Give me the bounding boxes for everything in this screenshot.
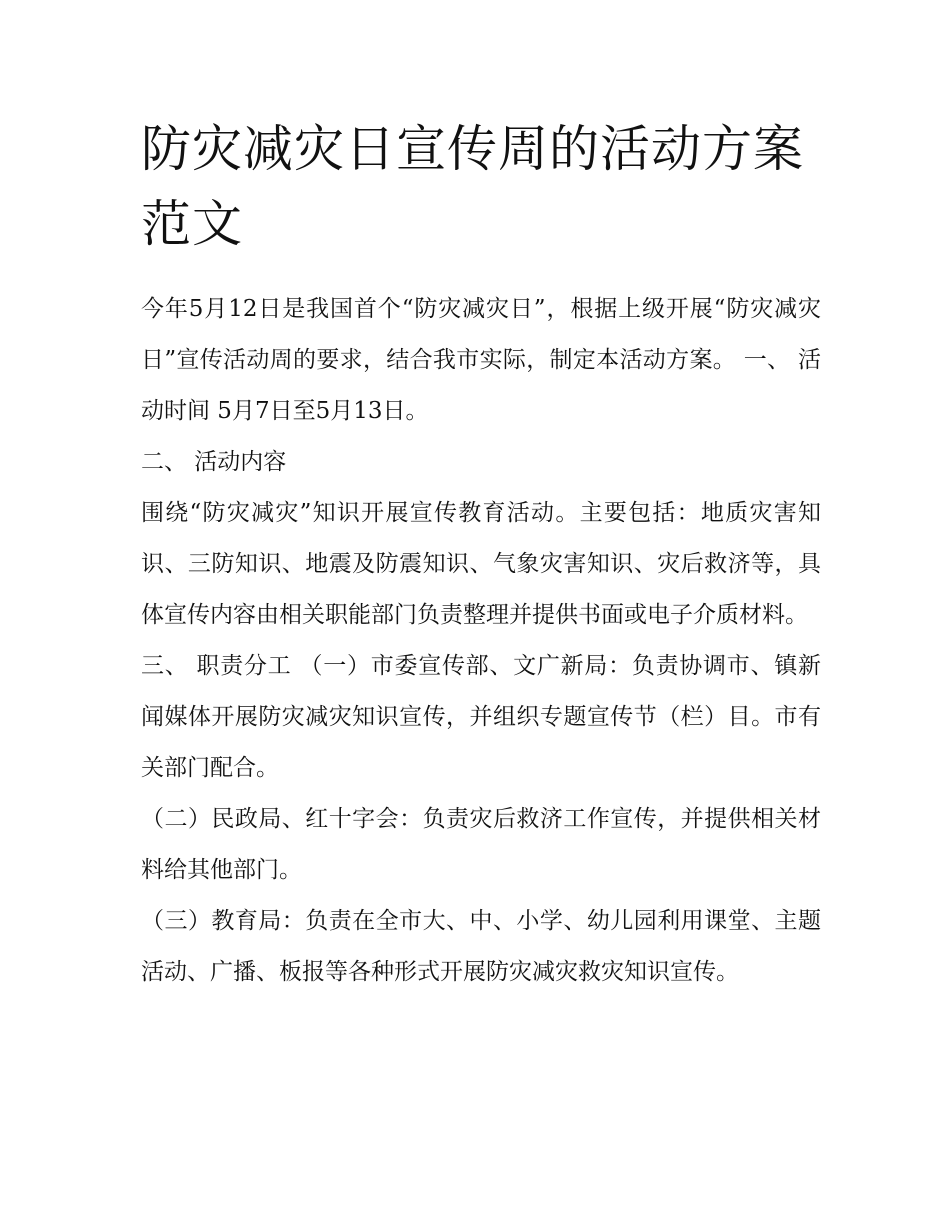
paragraph-activity-content: 围绕“防灾减灾”知识开展宣传教育活动。主要包括：地质灾害知识、三防知识、地震及防震知识、气象灾害知识、灾后救济等，具体宣传内容由相关职能部门负责整理并提供书面或电子介质材料。 xyxy=(141,500,821,628)
document-page xyxy=(141,112,821,998)
paragraph-section-2-heading: 二、 活动内容 xyxy=(141,449,287,475)
document-title: 防灾减灾日宣传周的活动方案范文 xyxy=(141,120,804,253)
paragraph-duties-1: 三、 职责分工 （一）市委宣传部、文广新局：负责协调市、镇新闻媒体开展防灾减灾知识宣传，并组织专题宣传节（栏）目。市有关部门配合。 xyxy=(141,653,821,781)
paragraph-intro: 今年5月12日是我国首个“防灾减灾日”，根据上级开展“防灾减灾日”宣传活动周的要求，结合我市实际，制定本活动方案。 一、 活动时间 5月7日至5月13日。 xyxy=(141,296,821,424)
document-body xyxy=(141,284,821,998)
paragraph-duties-3: （三）教育局：负责在全市大、中、小学、幼儿园利用课堂、主题活动、广播、板报等各种形式开展防灾减灾救灾知识宣传。 xyxy=(141,908,821,985)
paragraph-duties-2: （二）民政局、红十字会：负责灾后救济工作宣传，并提供相关材料给其他部门。 xyxy=(141,806,821,883)
